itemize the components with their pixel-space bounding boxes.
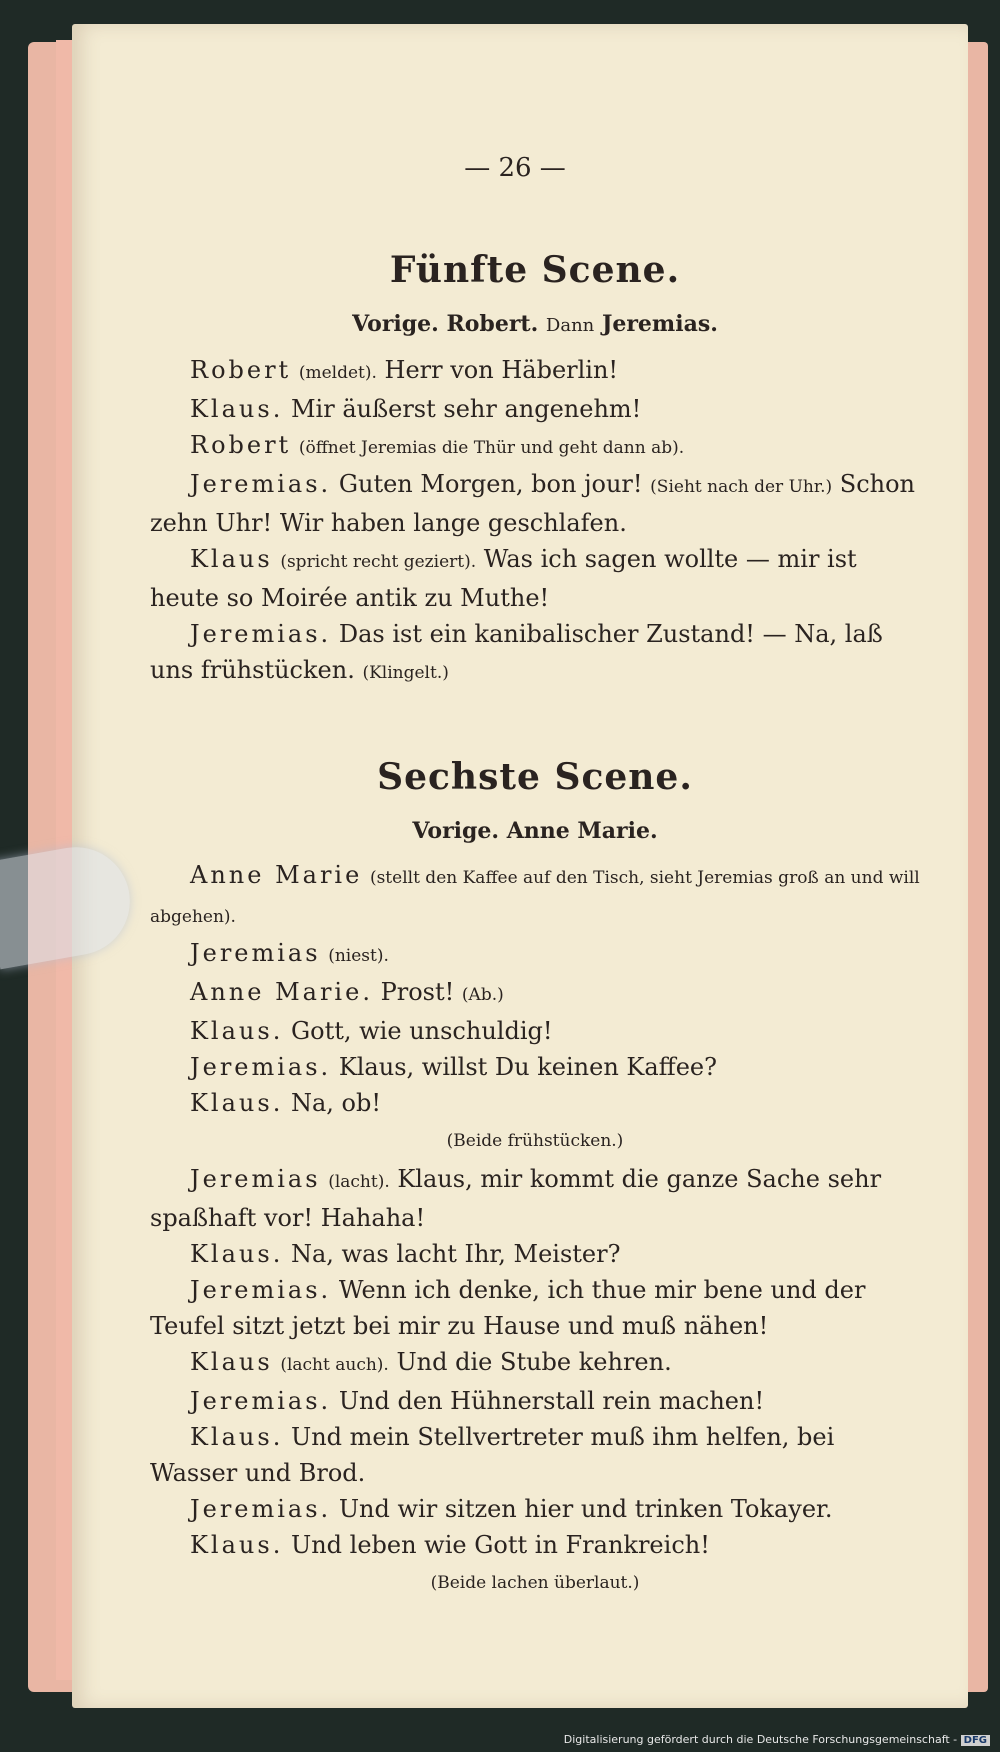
scene-5-cast-main: Vorige. Robert. (352, 311, 539, 337)
dialogue-line (150, 1085, 920, 1121)
dialogue-line (150, 1049, 920, 1085)
spoken-text: Schon zehn Uhr! Wir haben lange geschlafen. (150, 470, 916, 537)
scene-6-dialogue-continued (150, 1161, 920, 1563)
dialogue-line (150, 1491, 920, 1527)
spoken-text: Und den Hühnerstall rein machen! (338, 1387, 765, 1415)
scene-5-cast-jeremias: Jeremias. (601, 311, 718, 337)
speaker-name: Jeremias. (190, 470, 332, 498)
stage-direction: (spricht recht geziert). (280, 552, 477, 572)
speaker-name: Jeremias. (190, 1495, 332, 1523)
speaker-name: Klaus. (190, 1089, 284, 1117)
stage-direction: (meldet). (298, 363, 377, 383)
speaker-name: Jeremias (190, 1165, 321, 1193)
speaker-name: Jeremias. (190, 620, 332, 648)
spoken-text: Klaus, willst Du keinen Kaffee? (338, 1053, 717, 1081)
scene-6-dialogue (150, 857, 920, 1121)
scene-6-title: Sechste Scene. (377, 756, 693, 798)
spoken-text: Und mein Stellvertreter muß ihm helfen, bei Wasser und Brod. (150, 1423, 835, 1487)
scene-5-title: Fünfte Scene. (389, 249, 681, 291)
footer-text: Digitalisierung gefördert durch die Deutsche Forschungsgemeinschaft - (563, 1733, 958, 1746)
dialogue-line (150, 427, 920, 466)
spoken-text: Das ist ein kanibalischer Zustand! — Na, laß uns frühstücken. (150, 620, 883, 684)
speaker-name: Klaus. (190, 1240, 284, 1268)
speaker-name: Klaus. (190, 1017, 284, 1045)
dialogue-line (150, 1236, 920, 1272)
scene-5-dialogue (150, 352, 920, 691)
scene-gap (150, 691, 920, 749)
dialogue-line (150, 1013, 920, 1049)
dialogue-line (150, 1383, 920, 1419)
dialogue-line (150, 1527, 920, 1563)
spoken-text: Und die Stube kehren. (388, 1348, 672, 1376)
dialogue-line (150, 391, 920, 427)
speaker-name: Jeremias. (190, 1053, 332, 1081)
speaker-name: Jeremias. (190, 1387, 332, 1415)
dialogue-line (150, 857, 920, 935)
dialogue-line (150, 616, 920, 691)
dialogue-line (150, 352, 920, 391)
spoken-text: Mir äußerst sehr angenehm! (290, 395, 642, 423)
stage-direction-laugh: (Beide lachen überlaut.) (430, 1573, 640, 1593)
dialogue-line (150, 466, 920, 541)
spoken-text: Guten Morgen, bon jour! (338, 470, 651, 498)
speaker-name: Anne Marie (190, 861, 363, 889)
speaker-name: Anne Marie. (190, 978, 373, 1006)
spoken-text: Und leben wie Gott in Frankreich! (290, 1531, 710, 1559)
stage-direction: (lacht auch). (280, 1355, 389, 1375)
spoken-text: Gott, wie unschuldig! (290, 1017, 553, 1045)
stage-direction-breakfast: (Beide frühstücken.) (446, 1131, 624, 1151)
spoken-text: Und wir sitzen hier und trinken Tokayer. (338, 1495, 833, 1523)
dialogue-line (150, 1161, 920, 1236)
spoken-text: Herr von Häberlin! (376, 356, 619, 384)
footer-credit (564, 1733, 990, 1746)
stage-direction: (stellt den Kaffee auf den Tisch, sieht Jeremias groß an und will abgehen). (150, 868, 920, 927)
speaker-name: Klaus. (190, 1423, 284, 1451)
dialogue-line (150, 541, 920, 616)
dfg-logo: DFG (961, 1735, 990, 1746)
spoken-text: Na, ob! (290, 1089, 381, 1117)
dialogue-line (150, 935, 920, 974)
spoken-text: Prost! (380, 978, 462, 1006)
stage-direction: (niest). (328, 946, 389, 966)
scene-5-cast (150, 306, 920, 344)
dialogue-line (150, 1344, 920, 1383)
stage-direction: (Sieht nach der Uhr.) (650, 477, 833, 497)
dialogue-line (150, 1419, 920, 1491)
stage-direction: (Ab.) (461, 985, 504, 1005)
spoken-text: Was ich sagen wollte — mir ist heute so Moirée antik zu Muthe! (150, 545, 857, 612)
speaker-name: Robert (190, 431, 292, 459)
spoken-text: Klaus, mir kommt die ganze Sache sehr spaßhaft vor! Hahaha! (150, 1165, 882, 1232)
page-number: — 26 — (464, 153, 566, 183)
speaker-name: Robert (190, 356, 292, 384)
stage-direction: (öffnet Jeremias die Thür und geht dann ab). (298, 438, 685, 458)
speaker-name: Klaus. (190, 1531, 284, 1559)
spoken-text: Wenn ich denke, ich thue mir bene und der Teufel sitzt jetzt bei mir zu Hause und muß nähen! (150, 1276, 866, 1340)
speaker-name: Jeremias. (190, 1276, 332, 1304)
spoken-text: Na, was lacht Ihr, Meister? (290, 1240, 621, 1268)
speaker-name: Klaus (190, 1348, 273, 1376)
stage-direction: (lacht). (328, 1172, 390, 1192)
speaker-name: Klaus. (190, 395, 284, 423)
scene-5-cast-then: Dann (545, 315, 595, 336)
dialogue-line (150, 1272, 920, 1344)
stage-direction: (Klingelt.) (362, 663, 449, 683)
speaker-name: Klaus (190, 545, 273, 573)
page-content (150, 150, 920, 1603)
dialogue-line (150, 974, 920, 1013)
scene-6-cast: Vorige. Anne Marie. (412, 818, 658, 844)
speaker-name: Jeremias (190, 939, 321, 967)
